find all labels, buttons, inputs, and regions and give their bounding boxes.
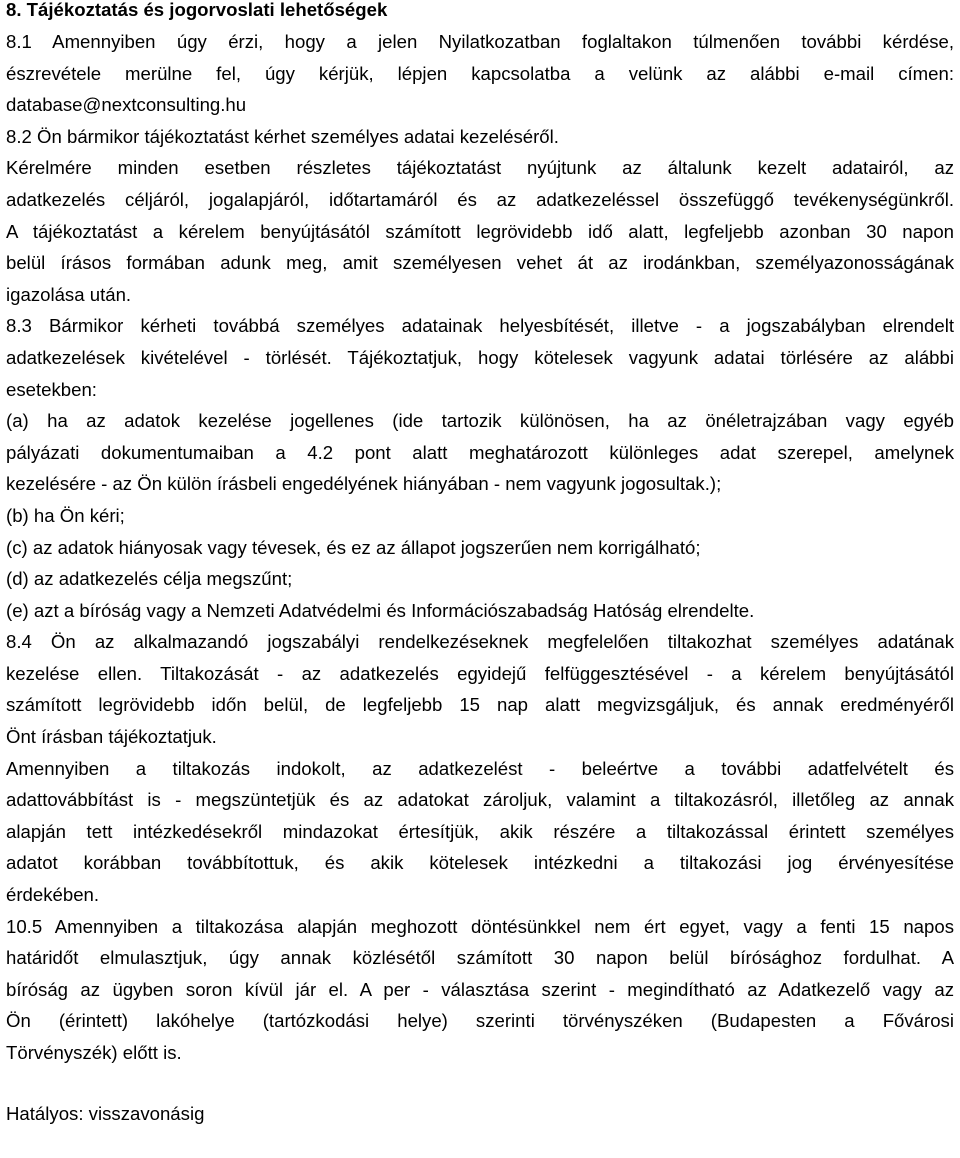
text-line: pályázati dokumentumaiban a 4.2 pont alatt meghatározott különleges adat szerepel, amelynek [6, 441, 954, 463]
validity-footer: Hatályos: visszavonásig [6, 1102, 205, 1124]
text-line: esetekben: [6, 378, 97, 400]
text-line: adatot korábban továbbítottuk, és akik kötelesek intézkedni a tiltakozási jog érvényesítése [6, 852, 954, 874]
text-line: (d) az adatkezelés célja megszűnt; [6, 568, 293, 590]
text-line: adattovábbítást is - megszüntetjük és az adatokat zároljuk, valamint a tiltakozásról, illetőleg az annak [6, 789, 954, 811]
text-line: Törvényszék) előtt is. [6, 1042, 182, 1063]
text-line: kezelése ellen. Tiltakozását - az adatkezelés egyidejű felfüggesztésével - a kérelem benyújtásától [6, 662, 954, 684]
text-line: igazolása után. [6, 283, 132, 305]
text-line: (a) ha az adatok kezelése jogellenes (ide tartozik különösen, ha az önéletrajzában vagy egyéb [6, 410, 954, 432]
text-line: 8.1 Amennyiben úgy érzi, hogy a jelen Nyilatkozatban foglaltakon túlmenően további kérdése, [6, 31, 954, 52]
paragraph-spacer [6, 1069, 954, 1098]
text-line: számított legrövidebb időn belül, de legfeljebb 15 nap alatt megvizsgáljuk, és annak eredményéről [6, 694, 954, 716]
text-line: adatkezelések kivételével - törlését. Tájékoztatjuk, hogy kötelesek vagyunk adatai törlésére az alábbi [6, 346, 954, 368]
text-line: (b) ha Ön kéri; [6, 504, 125, 526]
text-line: adatkezelés céljáról, jogalapjáról, időtartamáról és az adatkezeléssel összefüggő tevékenységünkről. [6, 188, 954, 210]
text-line: alapján tett intézkedésekről mindazokat értesítjük, akik részére a tiltakozással érintett személyes [6, 820, 954, 842]
text-line: bíróság az ügyben soron kívül jár el. A per - választása szerint - megindítható az Adatkezelő vagy az [6, 978, 954, 1000]
text-line: (c) az adatok hiányosak vagy tévesek, és ez az állapot jogszerűen nem korrigálható; [6, 536, 701, 558]
text-line: Ön (érintett) lakóhelye (tartózkodási helye) szerinti törvényszéken (Budapesten a Fővárosi [6, 1010, 954, 1032]
text-line: belül írásos formában adunk meg, amit személyesen vehet át az irodánkban, személyazonosságának [6, 252, 954, 274]
section-heading: 8. Tájékoztatás és jogorvoslati lehetőségek [6, 0, 388, 20]
text-line: 8.3 Bármikor kérheti továbbá személyes adatainak helyesbítését, illetve - a jogszabályban elrendelt [6, 315, 954, 337]
text-line: A tájékoztatást a kérelem benyújtásától számított legrövidebb idő alatt, legfeljebb azonban 30 napon [6, 220, 954, 242]
document-page [6, 0, 954, 1129]
email-address[interactable]: database@nextconsulting.hu [6, 94, 247, 116]
text-line: Kérelmére minden esetben részletes tájékoztatást nyújtunk az általunk kezelt adatairól, az [6, 157, 954, 179]
text-line: 10.5 Amennyiben a tiltakozása alapján meghozott döntésünkkel nem ért egyet, vagy a fenti 15 napos [6, 915, 954, 937]
text-line: 8.4 Ön az alkalmazandó jogszabályi rendelkezéseknek megfelelően tiltakozhat személyes adatának [6, 631, 954, 653]
text-line: (e) azt a bíróság vagy a Nemzeti Adatvédelmi és Információszabadság Hatóság elrendelte. [6, 599, 755, 621]
text-line: Önt írásban tájékoztatjuk. [6, 726, 217, 748]
text-line: 8.2 Ön bármikor tájékoztatást kérhet személyes adatai kezeléséről. [6, 125, 559, 147]
text-line: határidőt elmulasztjuk, úgy annak közlésétől számított 30 napon belül bírósághoz fordulhat. A [6, 947, 954, 969]
text-line: kezelésére - az Ön külön írásbeli engedélyének hiányában - nem vagyunk jogosultak.); [6, 473, 722, 495]
text-line: észrevétele merülne fel, úgy kérjük, lépjen kapcsolatba a velünk az alábbi e-mail címen: [6, 62, 954, 84]
text-line: érdekében. [6, 884, 100, 906]
text-line: Amennyiben a tiltakozás indokolt, az adatkezelést - beleértve a további adatfelvételt és [6, 757, 954, 779]
